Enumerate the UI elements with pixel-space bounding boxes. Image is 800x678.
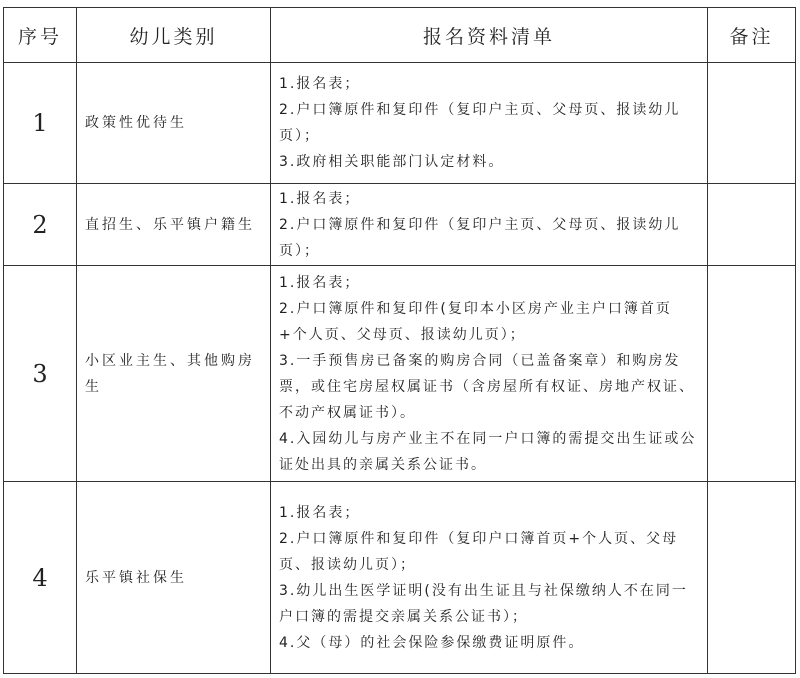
row-remarks	[708, 184, 796, 266]
row-category: 乐平镇社保生	[77, 482, 271, 674]
row-documents	[271, 63, 708, 184]
row-documents	[271, 266, 708, 482]
table-row	[4, 63, 796, 184]
row-no: 1	[4, 63, 77, 184]
document-item: 2.户口簿原件和复印件(复印本小区房产业主户口簿首页+个人页、父母页、报读幼儿页）；	[279, 300, 672, 343]
row-no: 2	[4, 184, 77, 266]
document-item: 1.报名表；	[279, 190, 361, 207]
document-item: 3.幼儿出生医学证明(没有出生证且与社保缴纳人不在同一户口簿的需提交亲属关系公证书）；	[279, 582, 688, 625]
document-item: 1.报名表；	[279, 504, 361, 521]
header-category: 幼儿类别	[77, 8, 271, 63]
row-category: 政策性优待生	[77, 63, 271, 184]
document-item: 4.入园幼儿与房产业主不在同一户口簿的需提交出生证或公证处出具的亲属关系公证书。	[279, 430, 697, 473]
row-category: 直招生、乐平镇户籍生	[77, 184, 271, 266]
document-item: 4.父（母）的社会保险参保缴费证明原件。	[279, 634, 585, 651]
document-item: 2.户口簿原件和复印件（复印户口簿首页+个人页、父母页、报读幼儿页）；	[279, 530, 679, 573]
table-row	[4, 482, 796, 674]
row-remarks	[708, 266, 796, 482]
document-item: 1.报名表；	[279, 76, 361, 92]
row-remarks	[708, 63, 796, 184]
document-item: 2.户口簿原件和复印件（复印户主页、父母页、报读幼儿页）；	[279, 102, 681, 144]
row-no: 4	[4, 482, 77, 674]
table-row	[4, 184, 796, 266]
document-item: 3.一手预售房已备案的购房合同（已盖备案章）和购房发票，或住宅房屋权属证书（含房屋所有权证、房地产权证、不动产权属证书）。	[279, 352, 695, 421]
enrollment-table	[3, 7, 796, 674]
table-row	[4, 266, 796, 482]
header-row	[4, 8, 796, 63]
row-category: 小区业主生、其他购房生	[77, 266, 271, 482]
header-no: 序号	[4, 8, 77, 63]
header-remarks: 备注	[708, 8, 796, 63]
document-item: 3.政府相关职能部门认定材料。	[279, 154, 505, 170]
row-documents	[271, 184, 708, 266]
header-documents: 报名资料清单	[271, 8, 708, 63]
row-remarks	[708, 482, 796, 674]
row-documents	[271, 482, 708, 674]
row-no: 3	[4, 266, 77, 482]
document-item: 2.户口簿原件和复印件（复印户主页、父母页、报读幼儿页）；	[279, 216, 681, 259]
document-item: 1.报名表；	[279, 274, 361, 291]
